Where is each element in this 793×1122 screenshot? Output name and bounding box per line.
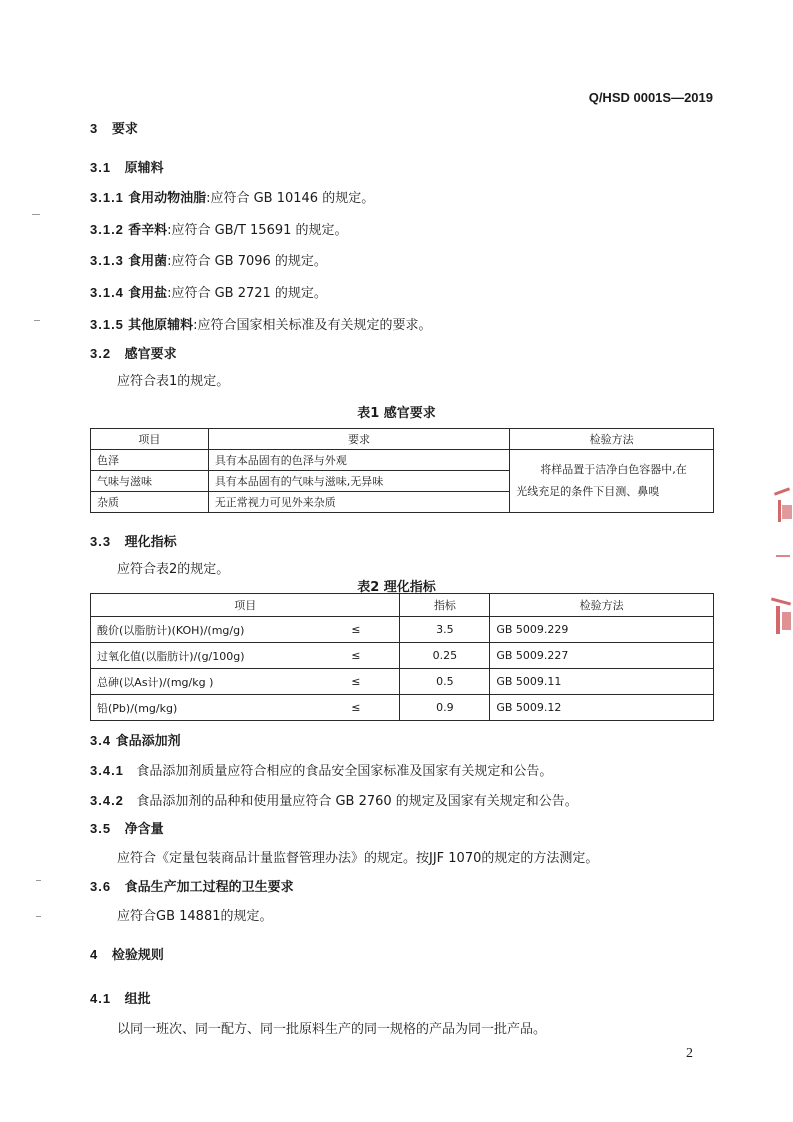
table-row (91, 695, 714, 721)
clause-3-1-4 (90, 282, 327, 301)
heading-3-1 (90, 157, 164, 176)
clause-text: :应符合国家相关标准及有关规定的要求。 (193, 318, 432, 333)
cell-value: 3.5 (400, 617, 490, 643)
cell-method: GB 5009.227 (490, 643, 714, 669)
heading-title: 理化指标 (124, 535, 177, 550)
heading-number: 3.5 (90, 821, 112, 836)
scan-margin-mark (32, 214, 40, 215)
document-code: Q/HSD 0001S—2019 (588, 90, 713, 105)
clause-number: 3.4.1 (90, 763, 124, 778)
clause-3-1-3 (90, 250, 327, 269)
heading-number: 4 (90, 947, 99, 962)
col-header-item: 项目 (91, 429, 209, 450)
clause-text: :应符合 GB/T 15691 的规定。 (167, 223, 348, 238)
cell-requirement: 具有本品固有的气味与滋味,无异味 (208, 471, 509, 492)
heading-number: 3.1 (90, 160, 112, 175)
clause-text-3-2: 应符合表1的规定。 (117, 374, 230, 389)
heading-title: 食品生产加工过程的卫生要求 (124, 880, 294, 895)
heading-title: 检验规则 (111, 948, 164, 963)
heading-title: 感官要求 (124, 347, 177, 362)
cell-item: 气味与滋味 (91, 471, 209, 492)
table-row (91, 669, 714, 695)
clause-3-4-1 (90, 760, 552, 779)
scan-margin-mark (36, 880, 41, 881)
cell-item: 铅(Pb)/(mg/kg) (91, 695, 313, 721)
heading-3-3 (90, 531, 177, 550)
cell-value: 0.5 (400, 669, 490, 695)
clause-text: 食品添加剂的品种和使用量应符合 GB 2760 的规定及国家有关规定和公告。 (136, 794, 578, 809)
heading-title: 要求 (111, 122, 138, 137)
clause-text: 食品添加剂质量应符合相应的食品安全国家标准及国家有关规定和公告。 (136, 764, 553, 779)
heading-number: 3.2 (90, 346, 112, 361)
clause-text-3-3: 应符合表2的规定。 (117, 562, 230, 577)
cell-operator: ≤ (312, 643, 400, 669)
table-header-row (91, 429, 714, 450)
clause-number: 3.1.1 (90, 190, 124, 205)
heading-number: 3 (90, 121, 99, 136)
heading-title: 组批 (124, 992, 151, 1007)
clause-term: 食用菌 (128, 254, 168, 269)
heading-title: 原辅料 (124, 161, 164, 176)
heading-number: 3.6 (90, 879, 112, 894)
cell-item: 酸价(以脂肪计)(KOH)/(mg/g) (91, 617, 313, 643)
heading-4-1 (90, 988, 151, 1007)
cell-operator: ≤ (312, 695, 400, 721)
clause-text-4-1: 以同一班次、同一配方、同一批原料生产的同一规格的产品为同一批产品。 (117, 1022, 547, 1037)
col-header-value: 指标 (400, 594, 490, 617)
cell-value: 0.9 (400, 695, 490, 721)
clause-number: 3.1.5 (90, 317, 124, 332)
clause-3-1-1 (90, 187, 374, 206)
clause-term: 食用盐 (128, 286, 168, 301)
clause-text: :应符合 GB 10146 的规定。 (206, 191, 375, 206)
clause-3-1-5 (90, 314, 431, 333)
method-line-2: 光线充足的条件下目测、鼻嗅 (516, 485, 660, 498)
table1-caption: 表1 感官要求 (357, 406, 436, 421)
cell-requirement: 具有本品固有的色泽与外观 (208, 450, 509, 471)
cell-operator: ≤ (312, 669, 400, 695)
cell-method: GB 5009.229 (490, 617, 714, 643)
clause-3-1-2 (90, 219, 348, 238)
page-number: 2 (686, 1046, 693, 1061)
clause-term: 其他原辅料 (128, 318, 194, 333)
cell-item: 杂质 (91, 492, 209, 513)
clause-number: 3.1.3 (90, 253, 124, 268)
physicochemical-table (90, 593, 714, 721)
cell-operator: ≤ (312, 617, 400, 643)
heading-title: 食品添加剂 (115, 734, 181, 749)
cell-method (510, 450, 714, 513)
cell-method: GB 5009.12 (490, 695, 714, 721)
col-header-item: 项目 (91, 594, 400, 617)
col-header-method: 检验方法 (490, 594, 714, 617)
table-row (91, 450, 714, 471)
heading-number: 3.4 (90, 733, 112, 748)
cell-item: 色泽 (91, 450, 209, 471)
clause-text: :应符合 GB 2721 的规定。 (167, 286, 327, 301)
col-header-method: 检验方法 (510, 429, 714, 450)
scan-margin-mark (36, 916, 41, 917)
heading-3 (90, 118, 138, 137)
table-header-row (91, 594, 714, 617)
heading-3-4 (90, 730, 181, 749)
method-line-1: 将样品置于洁净白色容器中,在 (540, 463, 687, 476)
clause-text-3-5: 应符合《定量包装商品计量监督管理办法》的规定。按JJF 1070的规定的方法测定。 (117, 851, 599, 866)
clause-term: 食用动物油脂 (128, 191, 207, 206)
cell-value: 0.25 (400, 643, 490, 669)
heading-title: 净含量 (124, 822, 164, 837)
cell-method: GB 5009.11 (490, 669, 714, 695)
clause-number: 3.1.2 (90, 222, 124, 237)
table-row (91, 643, 714, 669)
clause-number: 3.4.2 (90, 793, 124, 808)
heading-3-2 (90, 343, 177, 362)
heading-4 (90, 944, 164, 963)
sensory-requirements-table (90, 428, 714, 513)
table-row (91, 617, 714, 643)
heading-number: 3.3 (90, 534, 112, 549)
col-header-requirement: 要求 (208, 429, 509, 450)
cell-requirement: 无正常视力可见外来杂质 (208, 492, 509, 513)
cell-item: 总砷(以As计)/(mg/kg ) (91, 669, 313, 695)
clause-number: 3.1.4 (90, 285, 124, 300)
heading-number: 4.1 (90, 991, 112, 1006)
heading-3-5 (90, 818, 164, 837)
scan-margin-mark (34, 320, 40, 321)
table2-caption: 表2 理化指标 (357, 580, 436, 595)
heading-3-6 (90, 876, 294, 895)
clause-text: :应符合 GB 7096 的规定。 (167, 254, 327, 269)
clause-term: 香辛料 (128, 223, 168, 238)
cell-item: 过氧化值(以脂肪计)/(g/100g) (91, 643, 313, 669)
clause-3-4-2 (90, 790, 578, 809)
clause-text-3-6: 应符合GB 14881的规定。 (117, 909, 273, 924)
